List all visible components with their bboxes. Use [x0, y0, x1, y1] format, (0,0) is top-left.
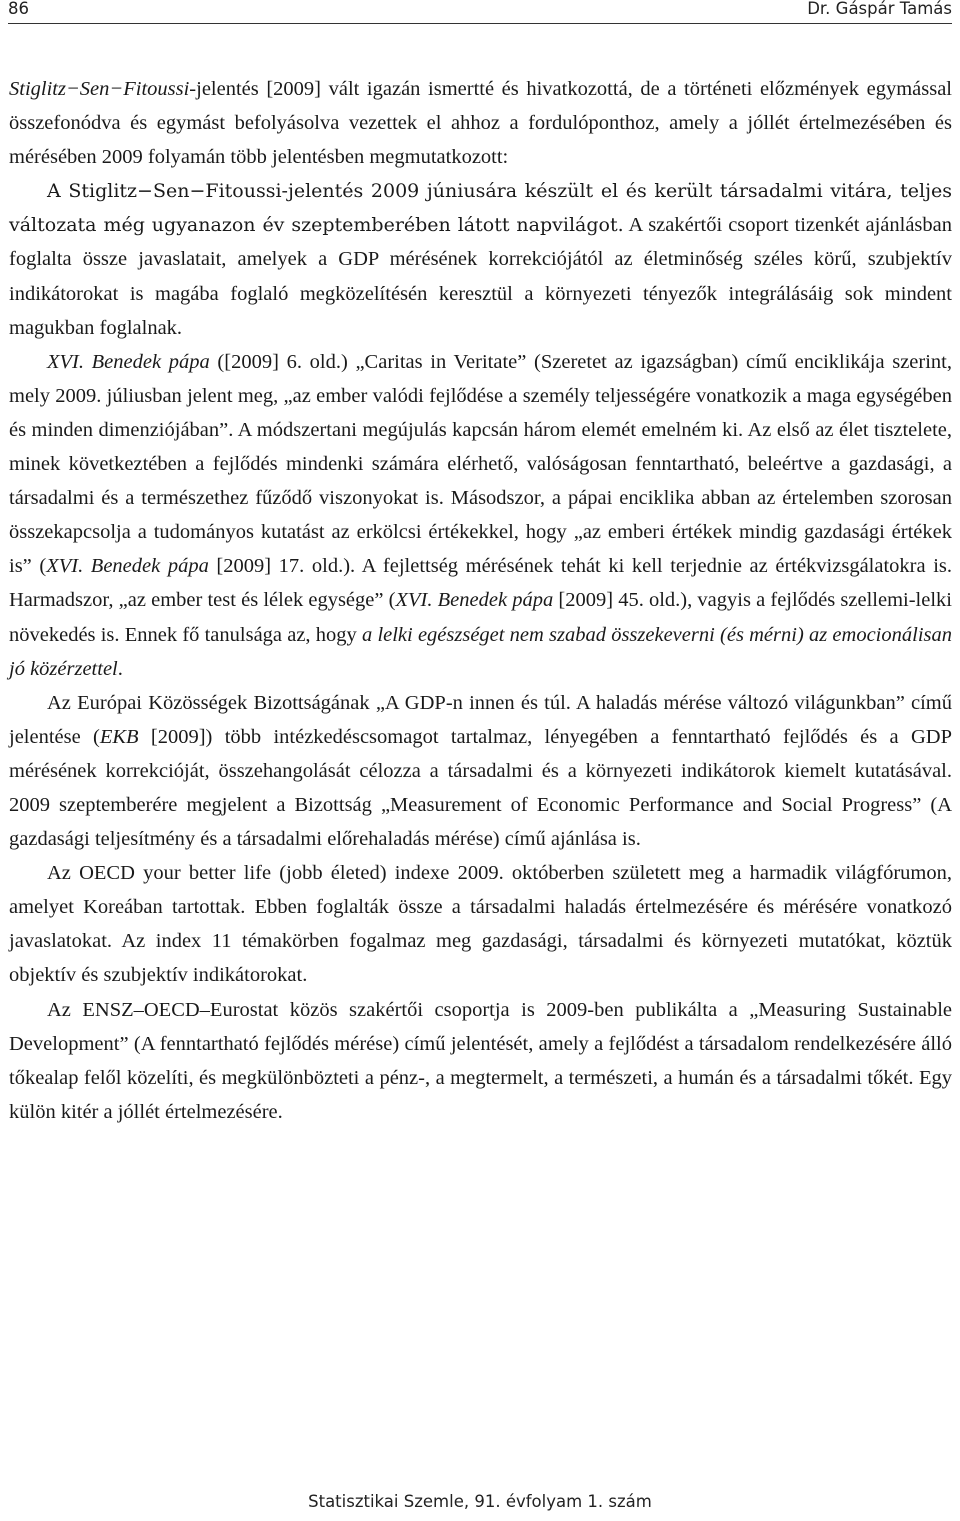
oecd-text: Az OECD your better life (jobb életed) indexe 2009. októberben született meg a harmadik világfórumon, amelyet Koreában tartottak. Ebben foglalták össze a társadalmi haladás értelmezésére és mérésére vonatkozó javaslatokat. Az index 11 témakörben fogalmaz meg gazdasági, társadalmi és környezeti mutatókat, köztük objektív és szubjektív indikátorokat. — [9, 862, 952, 987]
paragraph-intro — [9, 72, 952, 174]
encyclical-text-3: [2009] 45. old.), vagyis a fejlődés szellemi-lelki növekedés is. Ennek fő tanulsága az, hogy — [9, 589, 952, 646]
citation-author: XVI. Benedek pápa — [46, 555, 209, 578]
citation-ekb: EKB — [99, 725, 139, 748]
encyclical-end: . — [117, 657, 123, 680]
ensz-text: Az ENSZ–OECD–Eurostat közös szakértői csoportja is 2009-ben publikálta a „Measuring Sustainable Development” (A fenntartható fejlődés mérése) című jelentését, amely a fejlődést a társadalom rendelkezésére álló tőkealap felől közelíti, és megkülönbözteti a pénz-, a megtermelt, a természeti, a humán és a társadalmi tőkét. Egy külön kitér a jóllét értelmezésére. — [9, 998, 952, 1123]
ekb-text-1: Az Európai Közösségek Bizottságának „A GDP-n innen és túl. A haladás mérése változó világunkban” című jelentése ( — [9, 691, 952, 748]
paragraph-oecd — [9, 856, 952, 992]
stiglitz-title: Stiglitz−Sen−Fitoussi — [9, 78, 190, 100]
paragraph-stiglitz — [9, 174, 952, 344]
intro-text: -jelentés [2009] vált igazán ismertté és hivatkozottá, de a történeti előzmények egymással összefonódva és egymást befolyásolva vezettek el ahhoz a fordulóponthoz, amely a jóllét értelmezésében és mérésében 2009 folyamán több jelentésben megmutatkozott: — [9, 78, 952, 169]
encyclical-text-2: [2009] 17. old.). A fejlettség mérésének tehát ki kell terjednie az értékvizsgálatokra is. Harmadszor, „az ember test és lélek egysége” ( — [9, 555, 952, 612]
paragraph-ekb — [9, 686, 952, 856]
running-footer: Statisztikai Szemle, 91. évfolyam 1. szám — [308, 1492, 652, 1511]
ekb-text-2: [2009]) több intézkedéscsomagot tartalmaz, lényegében a fenntartható fejlődés és a GDP mérésének korrekcióját, összehangolását célozza a társadalmi és a környezeti indikátorok kiemelt kutatásával. 2009 szeptemberére megjelent a Bizottság „Measurement of Economic Performance and Social Progress” (A gazdasági teljesítmény és a társadalmi előrehaladás mérése) című ajánlása is. — [9, 725, 952, 851]
body-text — [9, 72, 952, 1129]
header-rule — [8, 23, 952, 24]
page-number: 86 — [8, 0, 29, 18]
citation-author: XVI. Benedek pápa — [47, 350, 210, 373]
encyclical-emphasis: a lelki egészséget nem szabad összekeverni (és mérni) az emocionálisan jó közérzettel — [9, 623, 952, 680]
stiglitz-details: A szakértői csoport tizenkét ajánlásban foglalta össze javaslatait, amelyek a GDP mérésének korrekciójától az életminőség széles körű, szubjektív indikátorokat is magába foglaló megközelítésén keresztül a környezeti tényezők integrálásáig sok mindent magukban foglalnak. — [9, 214, 952, 339]
paragraph-encyclical — [9, 345, 952, 686]
paragraph-ensz — [9, 993, 952, 1129]
stiglitz-summary: A Stiglitz−Sen−Fitoussi-jelentés 2009 júniusára készült el és került társadalmi vitára, teljes változata még ugyanazon év szeptemberében látott napvilágot. — [9, 180, 952, 237]
citation-author: XVI. Benedek pápa — [395, 589, 554, 612]
running-header-author: Dr. Gáspár Tamás — [807, 0, 952, 18]
encyclical-text-1: ([2009] 6. old.) „Caritas in Veritate” (Szeretet az igazságban) című enciklikája szerint, mely 2009. júliusban jelent meg, „az ember valódi fejlődése a személy teljességére vonatkozik a maga egységében és minden dimenziójában”. A módszertani megújulás kapcsán három elemét emelném ki. Az első az élet tisztelete, minek következtében a fejlődés mindenki számára elérhető, valóságosan fenntartható, beleértve a gazdasági, a társadalmi és a természethez fűződő viszonyokat is. Másodszor, a pápai enciklika abban az értelemben szorosan összekapcsolja a tudományos kutatást az erkölcsi értékekkel, hogy „az emberi értékek mindig gazdasági értékek is” ( — [9, 350, 952, 578]
